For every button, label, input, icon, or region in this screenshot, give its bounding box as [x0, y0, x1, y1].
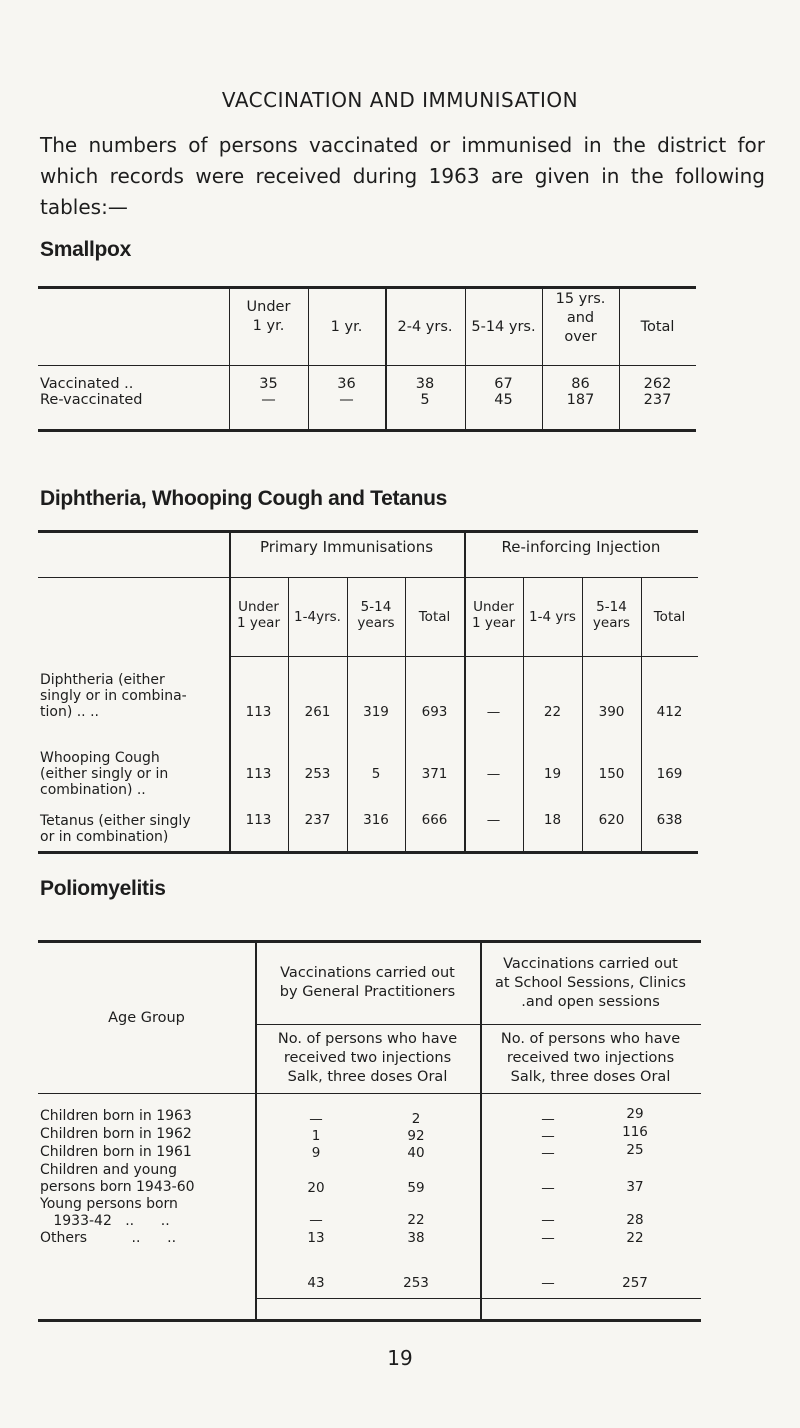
- dwt-col-header: Under 1 year: [237, 599, 280, 631]
- polio-gp-salk: 13: [307, 1230, 325, 1246]
- smallpox-cell: 45: [494, 392, 513, 408]
- dwt-group-primary: Primary Immunisations: [259, 538, 434, 556]
- polio-gp-oral: 38: [407, 1230, 425, 1246]
- dwt-cell: 261: [304, 704, 331, 720]
- dwt-row-label: Diphtheria (either singly or in combina- tion) .. ..: [40, 672, 187, 720]
- smallpox-row-label: Vaccinated ..: [40, 376, 134, 392]
- polio-row-label: Children born in 1963: [40, 1108, 192, 1124]
- polio-gp-salk: 9: [311, 1145, 321, 1161]
- dwt-col-header: Under 1 year: [472, 599, 515, 631]
- polio-gp-header: Vaccinations carried out by General Practitioners: [279, 965, 456, 1000]
- smallpox-row-label: Re-vaccinated: [40, 392, 143, 408]
- dwt-cell: 390: [598, 704, 625, 720]
- dwt-col-header: 5-14 years: [592, 599, 631, 631]
- polio-gp-salk: —: [309, 1111, 323, 1127]
- polio-gp-salk: 20: [307, 1180, 325, 1196]
- dwt-col-header: 1-4 yrs: [529, 609, 576, 625]
- page-number: 19: [387, 1346, 413, 1370]
- smallpox-cell: 35: [259, 376, 278, 392]
- smallpox-cell: —: [261, 392, 276, 408]
- dwt-row-label: Tetanus (either singly or in combination): [40, 813, 191, 845]
- polio-school-oral: 37: [626, 1179, 644, 1195]
- polio-gp-oral: 22: [407, 1212, 425, 1228]
- polio-school-salk: —: [541, 1212, 555, 1228]
- dwt-col-header: Total: [653, 609, 686, 625]
- polio-total-school-oral: 257: [622, 1275, 648, 1291]
- polio-row-label: Young persons born 1933-42 .. ..: [40, 1196, 178, 1229]
- intro-paragraph: The numbers of persons vaccinated or immunised in the district for which records were received during 1963 are given in the following tables:—: [40, 133, 765, 219]
- dwt-cell: 113: [245, 812, 272, 828]
- polio-school-header: Vaccinations carried out at School Sessions, Clinics .and open sessions: [495, 956, 686, 1010]
- smallpox-cell: 187: [566, 392, 595, 408]
- smallpox-col-header: 15 yrs. and over: [555, 291, 606, 345]
- dwt-col-header: Total: [418, 609, 451, 625]
- smallpox-col-header: Total: [640, 319, 675, 335]
- dwt-cell: 253: [304, 766, 331, 782]
- dwt-cell: —: [486, 812, 501, 828]
- polio-row-label: Children born in 1961: [40, 1144, 192, 1160]
- polio-gp-subheader: No. of persons who have received two injections Salk, three doses Oral: [277, 1031, 458, 1085]
- polio-row-label: Others .. ..: [40, 1230, 177, 1246]
- dwt-cell: 316: [363, 812, 389, 828]
- dwt-cell: 412: [656, 704, 683, 720]
- polio-gp-oral: 59: [407, 1180, 425, 1196]
- polio-school-oral: 116: [622, 1124, 648, 1140]
- dwt-cell: 19: [543, 766, 562, 782]
- polio-gp-oral: 40: [407, 1145, 425, 1161]
- smallpox-col-header: Under 1 yr.: [246, 299, 291, 334]
- dwt-title: Diphtheria, Whooping Cough and Tetanus: [40, 487, 448, 510]
- polio-total-gp-oral: 253: [403, 1275, 429, 1291]
- polio-school-salk: —: [541, 1111, 555, 1127]
- smallpox-cell: 67: [494, 376, 513, 392]
- polio-gp-oral: 92: [407, 1128, 425, 1144]
- dwt-col-header: 5-14 years: [357, 599, 395, 631]
- dwt-cell: 371: [421, 766, 448, 782]
- dwt-cell: 319: [363, 704, 389, 720]
- dwt-cell: 5: [371, 766, 381, 782]
- polio-school-salk: —: [541, 1128, 555, 1144]
- smallpox-col-header: 5-14 yrs.: [471, 319, 536, 335]
- smallpox-col-header: 2-4 yrs.: [397, 319, 453, 335]
- dwt-cell: —: [486, 704, 501, 720]
- dwt-group-reinforcing: Re-inforcing Injection: [501, 538, 661, 556]
- dwt-cell: 638: [656, 812, 683, 828]
- dwt-cell: 150: [598, 766, 625, 782]
- polio-gp-salk: —: [309, 1212, 323, 1228]
- dwt-col-header: 1-4yrs.: [294, 609, 341, 625]
- polio-title: Poliomyelitis: [40, 877, 166, 900]
- dwt-cell: 113: [245, 766, 272, 782]
- dwt-cell: 169: [656, 766, 683, 782]
- dwt-cell: 666: [421, 812, 448, 828]
- dwt-cell: 620: [598, 812, 625, 828]
- polio-school-salk: —: [541, 1180, 555, 1196]
- polio-row-label: Children born in 1962: [40, 1126, 192, 1142]
- polio-row-label: Children and young persons born 1943-60: [40, 1162, 195, 1195]
- dwt-cell: 693: [421, 704, 448, 720]
- polio-school-oral: 22: [626, 1230, 644, 1246]
- dwt-cell: 237: [304, 812, 331, 828]
- dwt-row-label: Whooping Cough (either singly or in combination) ..: [40, 750, 169, 798]
- smallpox-cell: 86: [571, 376, 590, 392]
- polio-gp-salk: 1: [311, 1128, 321, 1144]
- smallpox-cell: 38: [415, 376, 435, 392]
- dwt-cell: 113: [245, 704, 272, 720]
- smallpox-title: Smallpox: [40, 238, 131, 261]
- polio-school-oral: 29: [626, 1106, 644, 1122]
- polio-school-oral: 25: [626, 1142, 644, 1158]
- page-heading: VACCINATION AND IMMUNISATION: [221, 88, 579, 112]
- dwt-cell: —: [486, 766, 501, 782]
- smallpox-cell: 237: [643, 392, 672, 408]
- polio-age-group-header: Age Group: [108, 1010, 185, 1026]
- dwt-cell: 22: [543, 704, 562, 720]
- polio-total-school-salk: —: [541, 1275, 555, 1291]
- polio-school-salk: —: [541, 1145, 555, 1161]
- dwt-cell: 18: [543, 812, 562, 828]
- polio-school-subheader: No. of persons who have received two injections Salk, three doses Oral: [500, 1031, 681, 1085]
- smallpox-cell: —: [339, 392, 354, 408]
- smallpox-cell: 262: [643, 376, 672, 392]
- smallpox-cell: 36: [337, 376, 356, 392]
- polio-gp-oral: 2: [411, 1111, 421, 1127]
- smallpox-cell: 5: [420, 392, 430, 408]
- polio-total-gp-salk: 43: [307, 1275, 325, 1291]
- polio-school-oral: 28: [626, 1212, 644, 1228]
- polio-school-salk: —: [541, 1230, 555, 1246]
- smallpox-col-header: 1 yr.: [330, 319, 363, 335]
